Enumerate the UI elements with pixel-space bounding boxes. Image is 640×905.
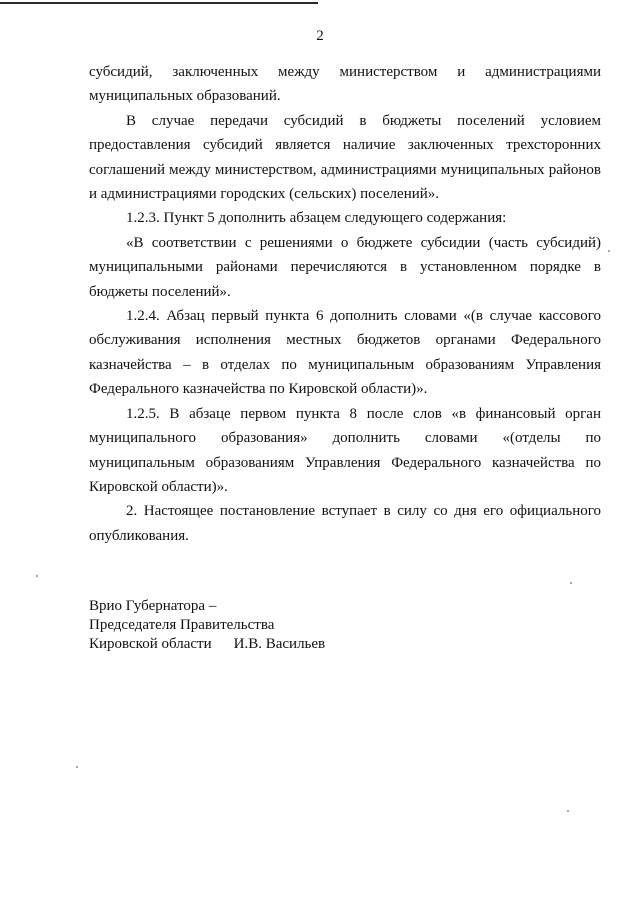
signature-title: Врио Губернатора – (89, 598, 217, 614)
scan-speck (570, 582, 572, 584)
signature-block (89, 597, 325, 654)
paragraph-1-2-4: 1.2.4. Абзац первый пункта 6 дополнить словами «(в случае кассового обслуживания исполнения местных бюджетов органами Федерального казначейства – в отделах по муниципальным образованиям Управления Федерального казначейства по Кировской области)». (89, 308, 601, 398)
scan-top-rule (0, 2, 318, 4)
paragraph-1-2-3: 1.2.3. Пункт 5 дополнить абзацем следующего содержания: (126, 210, 507, 227)
scan-speck (567, 810, 569, 812)
paragraph-2: 2. Настоящее постановление вступает в силу со дня его официального опубликования. (89, 503, 601, 544)
scan-speck (76, 766, 78, 768)
signature-org: Кировской области (89, 636, 212, 652)
paragraph-continuation: субсидий, заключенных между министерством и администрациями муниципальных образований. (89, 64, 601, 105)
paragraph-1-2-5: 1.2.5. В абзаце первом пункта 8 после слов «в финансовый орган муниципального образования» дополнить словами «(отделы по муниципальным образованиям Управления Федерального казначейства по Кировской области)». (89, 405, 601, 495)
signature-org-line (89, 635, 325, 654)
signature-position: Председателя Правительства (89, 617, 275, 633)
document-body (89, 60, 601, 548)
scan-speck (608, 250, 610, 252)
scan-speck (36, 575, 38, 577)
page-number: 2 (316, 28, 324, 44)
paragraph-1-2-3-quote: «В соответствии с решениями о бюджете субсидии (часть субсидий) муниципальными районами перечисляются в установленном порядке в бюджеты поселений». (89, 234, 601, 300)
signatory-name: И.В. Васильев (233, 636, 326, 652)
paragraph-subsidy-condition: В случае передачи субсидий в бюджеты поселений условием предоставления субсидий является наличие заключенных трехсторонних соглашений между министерством, администрациями муниципальных районов и администрациями городских (сельских) поселений». (89, 112, 601, 203)
